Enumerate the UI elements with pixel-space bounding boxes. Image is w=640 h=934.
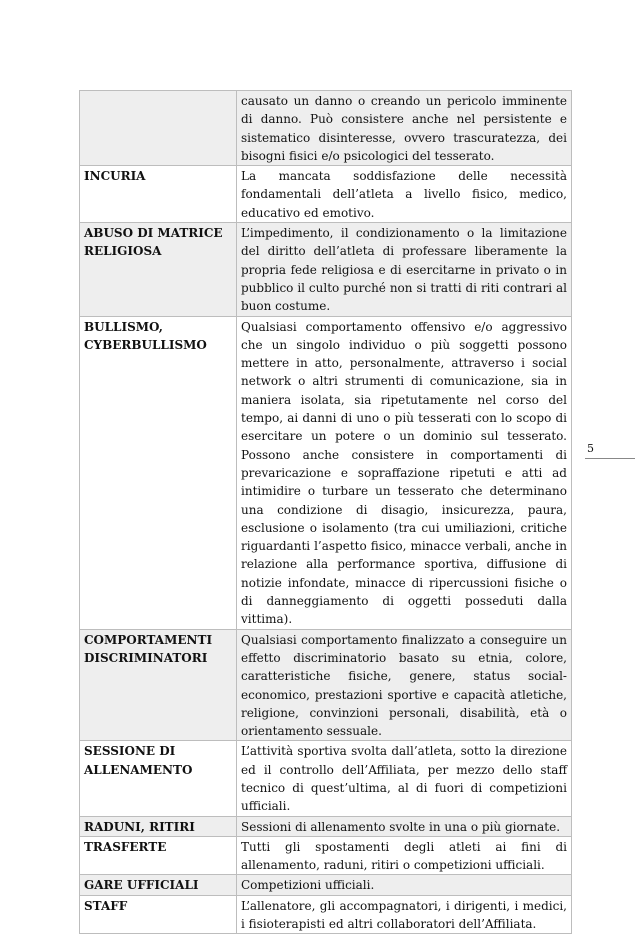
term-cell: BULLISMO, CYBERBULLISMO [80, 316, 237, 629]
page-number: 5 [585, 442, 635, 459]
term-cell: RADUNI, RITIRI [80, 816, 237, 836]
table-row [80, 836, 572, 875]
definition-cell: Qualsiasi comportamento offensivo e/o aggressivo che un singolo individuo o più soggetti possono mettere in atto, personalmente, attraverso i social network o altri strumenti di comunicazione, sia in maniera isolata, sia ripetutamente nel corso del tempo, ai danni di uno o più tesserati con lo scopo di esercitare un potere o un dominio sul tesserato. Possono anche consistere in comportamenti di prevaricazione e sopraffazione ripetuti e atti ad intimidire o turbare un tesserato che determinano una condizione di disagio, insicurezza, paura, esclusione o isolamento (tra cui umiliazioni, critiche riguardanti l’aspetto fisico, minacce verbali, anche in relazione alla performance sportiva, diffusione di notizie infondate, minacce di ripercussioni fisiche o di danneggiamento di oggetti posseduti dalla vittima). [237, 316, 572, 629]
term-cell: SESSIONE DI ALLENAMENTO [80, 741, 237, 816]
definition-cell: Qualsiasi comportamento finalizzato a conseguire un effetto discriminatorio basato su etnia, colore, caratteristiche fisiche, genere, status social-economico, prestazioni sportive e capacità atletiche, religione, convinzioni personali, disabilità, età o orientamento sessuale. [237, 629, 572, 741]
table-row [80, 875, 572, 895]
page-number-footer [585, 442, 635, 459]
term-cell: STAFF [80, 895, 237, 934]
definition-cell: causato un danno o creando un pericolo imminente di danno. Può consistere anche nel persistente e sistematico disinteresse, ovvero trascuratezza, dei bisogni fisici e/o psicologici del tesserato. [237, 91, 572, 166]
table-row [80, 741, 572, 816]
definition-cell: Tutti gli spostamenti degli atleti ai fini di allenamento, raduni, ritiri o competizioni ufficiali. [237, 836, 572, 875]
term-cell: GARE UFFICIALI [80, 875, 237, 895]
glossary-table [79, 90, 572, 934]
definition-cell: L’attività sportiva svolta dall’atleta, sotto la direzione ed il controllo dell’Affiliata, per mezzo dello staff tecnico di quest’ultima, al di fuori di competizioni ufficiali. [237, 741, 572, 816]
definition-cell: L’allenatore, gli accompagnatori, i dirigenti, i medici, i fisioterapisti ed altri collaboratori dell’Affiliata. [237, 895, 572, 934]
term-cell: COMPORTAMENTI DISCRIMINATORI [80, 629, 237, 741]
term-cell: ABUSO DI MATRICE RELIGIOSA [80, 223, 237, 316]
table-row [80, 316, 572, 629]
definition-cell: L’impedimento, il condizionamento o la limitazione del diritto dell’atleta di professare liberamente la propria fede religiosa e di esercitarne in privato o in pubblico il culto purché non si tratti di riti contrari al buon costume. [237, 223, 572, 316]
table-row [80, 91, 572, 166]
table-row [80, 629, 572, 741]
table-row [80, 816, 572, 836]
definition-cell: Competizioni ufficiali. [237, 875, 572, 895]
table-row [80, 166, 572, 223]
table-row [80, 895, 572, 934]
term-cell: INCURIA [80, 166, 237, 223]
definition-cell: La mancata soddisfazione delle necessità fondamentali dell’atleta a livello fisico, medico, educativo ed emotivo. [237, 166, 572, 223]
definition-cell: Sessioni di allenamento svolte in una o più giornate. [237, 816, 572, 836]
term-cell [80, 91, 237, 166]
table-row [80, 223, 572, 316]
term-cell: TRASFERTE [80, 836, 237, 875]
